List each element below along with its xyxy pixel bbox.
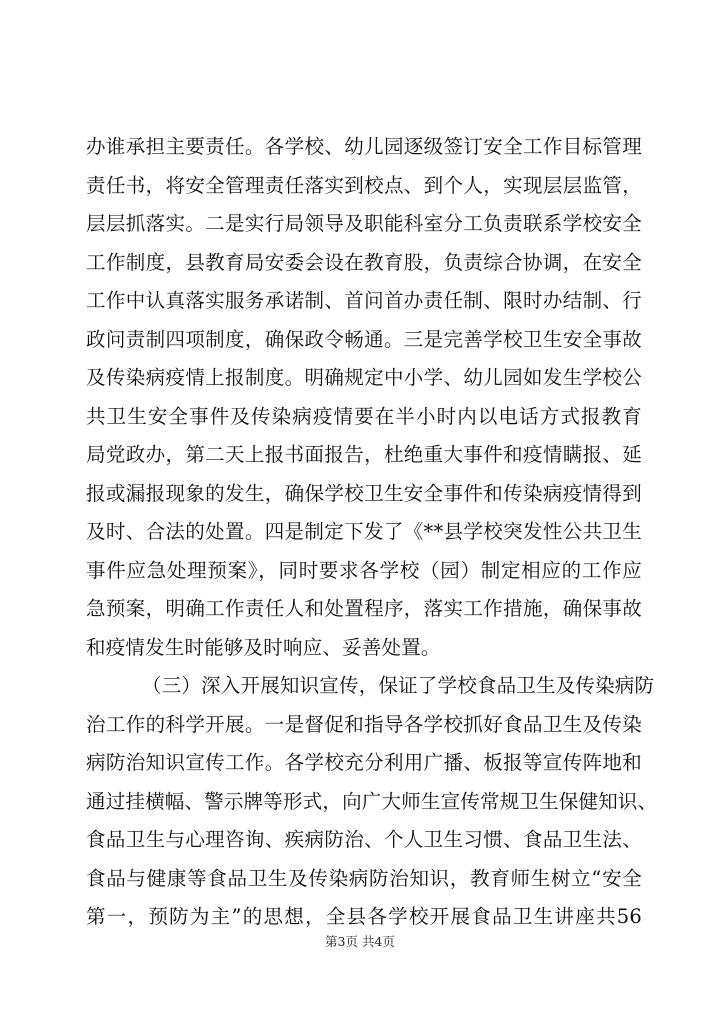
text-line: 及传染病疫情上报制度。明确规定中小学、幼儿园如发生学校公 [86,366,642,389]
text-line: 事件应急处理预案》，同时要求各学校（园）制定相应的工作应 [86,558,642,582]
text-line: 报或漏报现象的发生，确保学校卫生安全事件和传染病疫情得到 [86,481,642,505]
text-line: 工作中认真落实服务承诺制、首问首办责任制、限时办结制、行 [86,289,642,312]
text-line: 和疫情发生时能够及时响应、妥善处置。 [86,635,441,659]
text-line: 第一，预防为主”的思想，全县各学校开展食品卫生讲座共56 [86,905,642,928]
text-line: 共卫生安全事件及传染病疫情要在半小时内以电话方式报教育 [86,404,642,428]
body-text [86,128,658,937]
text-line: 局党政办，第二天上报书面报告，杜绝重大事件和疫情瞒报、延 [86,443,642,466]
text-line: 办谁承担主要责任。各学校、幼儿园逐级签订安全工作目标管理 [86,135,642,158]
text-line: 食品卫生与心理咨询、疾病防治、个人卫生习惯、食品卫生法、 [86,828,642,851]
text-line: 食品与健康等食品卫生及传染病防治知识，教育师生树立“安全 [86,866,642,890]
section-heading-line: （三）深入开展知识宣传，保证了学校食品卫生及传染病防 [142,674,655,697]
text-line: 病防治知识宣传工作。各学校充分利用广播、板报等宣传阵地和 [86,751,642,774]
page-number-footer: 第3页 共4页 [325,934,395,949]
text-line: 治工作的科学开展。一是督促和指导各学校抓好食品卫生及传染 [86,712,642,736]
text-line: 责任书，将安全管理责任落实到校点、到个人，实现层层监管， [86,173,642,197]
text-line: 及时、合法的处置。四是制定下发了《**县学校突发性公共卫生 [86,520,642,543]
text-line: 通过挂横幅、警示牌等形式，向广大师生宣传常规卫生保健知识、 [86,789,658,813]
text-line: 政问责制四项制度，确保政令畅通。三是完善学校卫生安全事故 [86,327,642,351]
text-line: 工作制度，县教育局安委会设在教育股，负责综合协调，在安全 [86,250,642,274]
text-line: 层层抓落实。二是实行局领导及职能科室分工负责联系学校安全 [86,212,642,235]
text-line: 急预案，明确工作责任人和处置程序，落实工作措施，确保事故 [86,597,642,620]
